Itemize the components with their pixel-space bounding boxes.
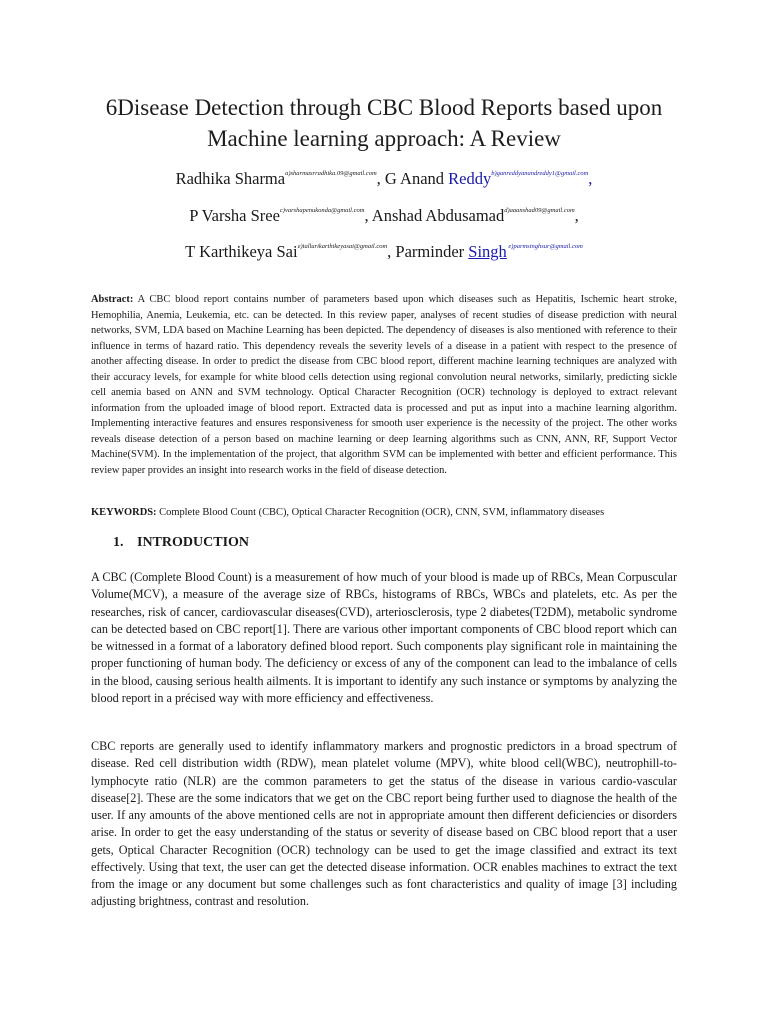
keywords-text: Complete Blood Count (CBC), Optical Character Recognition (OCR), CNN, SVM, inflammatory diseases xyxy=(156,507,605,518)
author-email: d)aaanshad09@gmail.com xyxy=(504,207,575,214)
author-line-2: P Varsha Sree$^{c)varshapenukonda@gmail.com}$, Anshad Abdusamad$^{d)aaanshad09@gmail.com}$, xyxy=(189,206,579,225)
keywords-label: KEYWORDS: xyxy=(91,507,157,518)
title-line-1: 6Disease Detection through CBC Blood Reports based upon xyxy=(105,95,663,120)
keywords xyxy=(91,505,677,520)
author-name: T Karthikeya Sai xyxy=(185,242,298,261)
author-name: P Varsha Sree xyxy=(189,206,280,225)
author-name: Radhika Sharma xyxy=(175,169,286,188)
author-name: Parminder xyxy=(395,242,469,261)
intro-paragraph-1: A CBC (Complete Blood Count) is a measurement of how much of your blood is made up of RBCs, Mean Corpuscular Volume(MCV), a measure of the average size of RBCs, histograms of RBCs, WBCs and platelets, etc. As per the researches, risk of cancer, cardiovascular diseases(CVD), arteriosclerosis, type 2 diabetes(T2DM), metabolic syndrome can be detected based on CBC report[1]. There are various other important components of CBC blood report which can be witnessed in a format of a laboratory defined blood report. Such components play significant role in maintaining the proper functioning of human body. The deficiency or excess of any of the component can lead to the imbalance of cells in the blood, causing serious health ailments. It is important to identify any such instance or symptoms by analyzing the blood report in a précised way with more efficiency and effectiveness. xyxy=(91,570,677,705)
author-name-link[interactable]: Reddy xyxy=(448,169,492,188)
author-line-1: Radhika Sharma$^{a)sharmasrradhika.09@gmail.com}$, G Anand Reddy$^{b)ganreddyanandreddy1@gmail.com}$, xyxy=(175,169,593,188)
author-email[interactable]: e)parmsinghsur@gmail.com xyxy=(506,243,583,250)
author-email: a)sharmasrradhika.09@gmail.com xyxy=(285,170,377,177)
author-email: c)varshapenukonda@gmail.com xyxy=(279,207,365,214)
section-number: 1. xyxy=(113,535,124,550)
title-line-2: Machine learning approach: A Review xyxy=(207,126,561,151)
paper-title xyxy=(60,92,708,154)
abstract-text: A CBC blood report contains number of parameters based upon which diseases such as Hepatitis, Ischemic heart stroke, Hemophilia, Anemia, Leukemia, etc. can be detected. In this review paper, analyses of recent studies of disease prediction with neural networks, SVM, LDA based on Machine Learning has been depicted. The dependency of diseases is also mentioned with reference to their influence in terms of hazard ratio. This dependency reveals the severity levels of a disease in a patient with respect to the presence of another affecting disease. In order to predict the disease from CBC blood report, different machine learning techniques are analyzed with their accuracy levels, for example for white blood cells detection using regional convolution neural networks, similarly, predicting sickle cell anemia based on ANN and SVM technology. Optical Character Recognition (OCR) technology is deployed to extract relevant information from the uploaded image of blood report. Extracted data is processed and put as input into a machine learning algorithm. Implementing interactive features and ensures responsiveness for smooth user experience is the necessity of the project. The other works reveals disease detection of a person based on machine learning or deep learning algorithms such as CNN, ANN, RF, Support Vector Machine(SVM). In the implementation of the project, that algorithm SVM can be implemented with better and efficient performance. This review paper provides an insight into research works in the field of disease detection. xyxy=(91,294,677,476)
section-heading xyxy=(113,534,249,552)
abstract-label: Abstract: xyxy=(91,294,134,305)
author-email: e)tallurikarthikeyasai@gmail.com xyxy=(297,243,388,250)
author-name: G Anand xyxy=(384,169,449,188)
author-name: Anshad Abdusamad xyxy=(371,206,505,225)
section-title: INTRODUCTION xyxy=(137,535,250,550)
author-line-3: T Karthikeya Sai$^{e)tallurikarthikeyasai@gmail.com}$, Parminder Singh $^{e)parmsinghsur@gmail.com}$ xyxy=(185,242,583,261)
abstract xyxy=(91,292,677,478)
author-name-link[interactable]: Singh xyxy=(468,242,507,261)
intro-paragraph-2: CBC reports are generally used to identify inflammatory markers and prognostic predictors in a broad spectrum of disease. Red cell distribution width (RDW), mean platelet volume (MPV), white blood cell(WBC), neutrophill-to-lymphocyte ratio (NLR) are the common parameters to get the status of the disease in various cardio-vascular disease[2]. These are the some indicators that we get on the CBC report being further used to diagnose the health of the user. If any amounts of the above mentioned cells are not in appropriate amount then different deficiencies or disorders arise. In order to get the easy understanding of the status or severity of disease based on CBC blood report that a user gets, Optical Character Recognition (OCR) technology can be used to get the image classified and extract its text effectively. Using that text, the user can get the detected disease information. OCR enables machines to extract the text from the image or any document but some challenges such as font characteristics and quality of image [3] including adjusting brightness, contrast and resolution. xyxy=(91,739,677,909)
author-email[interactable]: b)ganreddyanandreddy1@gmail.com xyxy=(491,170,589,177)
